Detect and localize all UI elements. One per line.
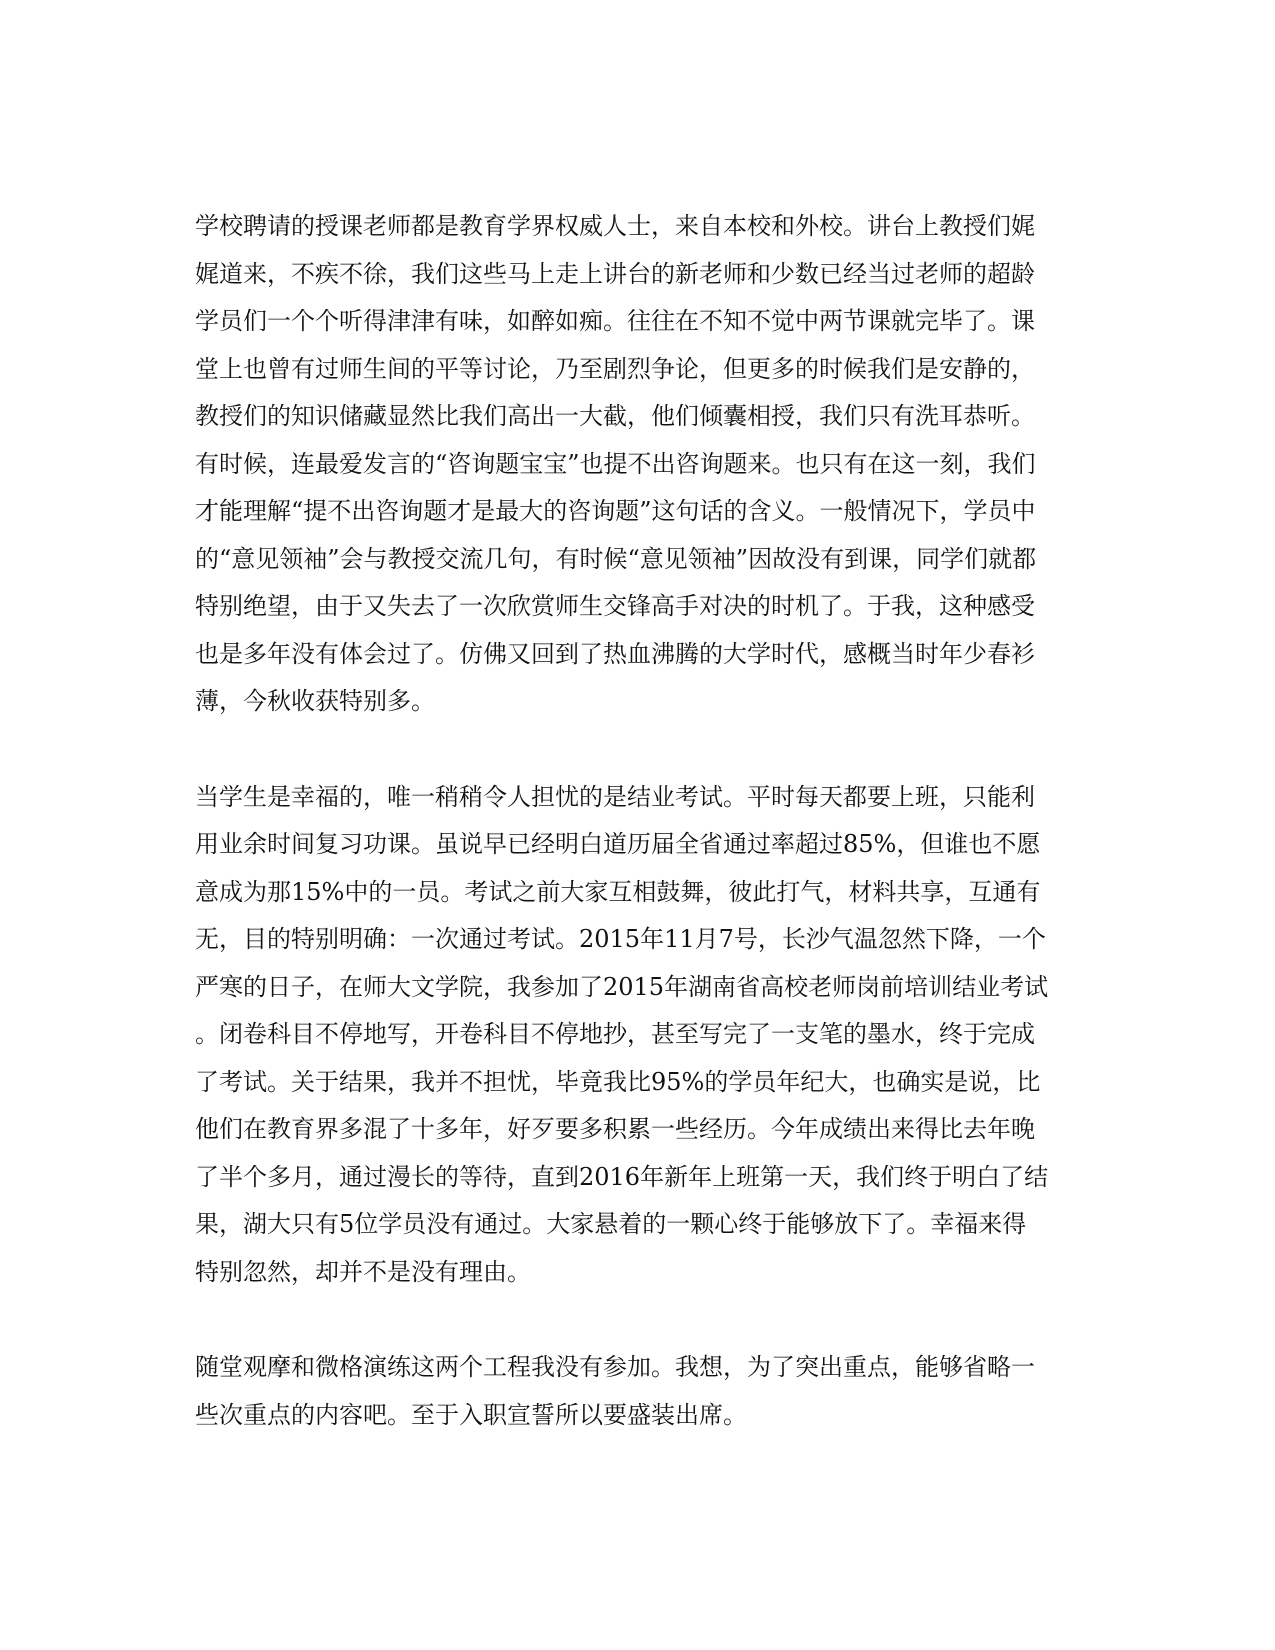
text-line: 用业余时间复习功课。虽说早已经明白道历届全省通过率超过85%，但谁也不愿 xyxy=(195,830,1041,858)
text-line: 他们在教育界多混了十多年，好歹要多积累一些经历。今年成绩出来得比去年晚 xyxy=(195,1115,1035,1143)
text-line: 些次重点的内容吧。至于入职宣誓所以要盛装出席。 xyxy=(195,1400,747,1429)
text-line: 才能理解“提不出咨询题才是最大的咨询题”这句话的含义。一般情况下，学员中 xyxy=(195,497,1036,525)
document-body xyxy=(195,203,1085,1439)
text-line: 当学生是幸福的，唯一稍稍令人担忧的是结业考试。平时每天都要上班，只能利 xyxy=(195,782,1035,811)
text-line: 无，目的特别明确：一次通过考试。2015年11月7号，长沙气温忽然下降，一个 xyxy=(195,925,1046,953)
text-line: 的“意见领袖”会与教授交流几句，有时候“意见领袖”因故没有到课，同学们就都 xyxy=(195,544,1037,573)
text-line: 了半个多月，通过漫长的等待，直到2016年新年上班第一天，我们终于明白了结 xyxy=(195,1162,1049,1191)
text-line: 娓道来，不疾不徐，我们这些马上走上讲台的新老师和少数已经当过老师的超龄 xyxy=(195,259,1035,288)
text-line: 学员们一个个听得津津有味，如醉如痴。往往在不知不觉中两节课就完毕了。课 xyxy=(195,307,1035,335)
text-line: 严寒的日子，在师大文学院，我参加了2015年湖南省高校老师岗前培训结业考试 xyxy=(195,972,1049,1001)
text-line: 有时候，连最爱发言的“咨询题宝宝”也提不出咨询题来。也只有在这一刻，我们 xyxy=(195,449,1036,478)
paragraph-2 xyxy=(195,774,1085,1297)
text-line: 学校聘请的授课老师都是教育学界权威人士，来自本校和外校。讲台上教授们娓 xyxy=(195,212,1035,240)
paragraph-spacer xyxy=(195,1296,1085,1344)
paragraph-1 xyxy=(195,203,1085,726)
text-line: 堂上也曾有过师生间的平等讨论，乃至剧烈争论，但更多的时候我们是安静的， xyxy=(195,354,1035,383)
text-line: 了考试。关于结果，我并不担忧，毕竟我比95%的学员年纪大，也确实是说，比 xyxy=(195,1067,1041,1096)
text-line: 特别绝望，由于又失去了一次欣赏师生交锋高手对决的时机了。于我，这种感受 xyxy=(195,592,1035,620)
text-line: 特别忽然，却并不是没有理由。 xyxy=(195,1257,531,1286)
text-line: 薄，今秋收获特别多。 xyxy=(195,687,435,715)
text-line: 。闭卷科目不停地写，开卷科目不停地抄，甚至写完了一支笔的墨水，终于完成 xyxy=(195,1020,1035,1048)
text-line: 也是多年没有体会过了。仿佛又回到了热血沸腾的大学时代，感概当时年少春衫 xyxy=(195,639,1035,668)
paragraph-3 xyxy=(195,1344,1085,1439)
text-line: 随堂观摩和微格演练这两个工程我没有参加。我想，为了突出重点，能够省略一 xyxy=(195,1353,1035,1381)
text-line: 意成为那15%中的一员。考试之前大家互相鼓舞，彼此打气，材料共享，互通有 xyxy=(195,877,1041,906)
text-line: 教授们的知识储藏显然比我们高出一大截，他们倾囊相授，我们只有洗耳恭听。 xyxy=(195,402,1035,430)
paragraph-spacer xyxy=(195,726,1085,774)
text-line: 果，湖大只有5位学员没有通过。大家悬着的一颗心终于能够放下了。幸福来得 xyxy=(195,1210,1027,1238)
